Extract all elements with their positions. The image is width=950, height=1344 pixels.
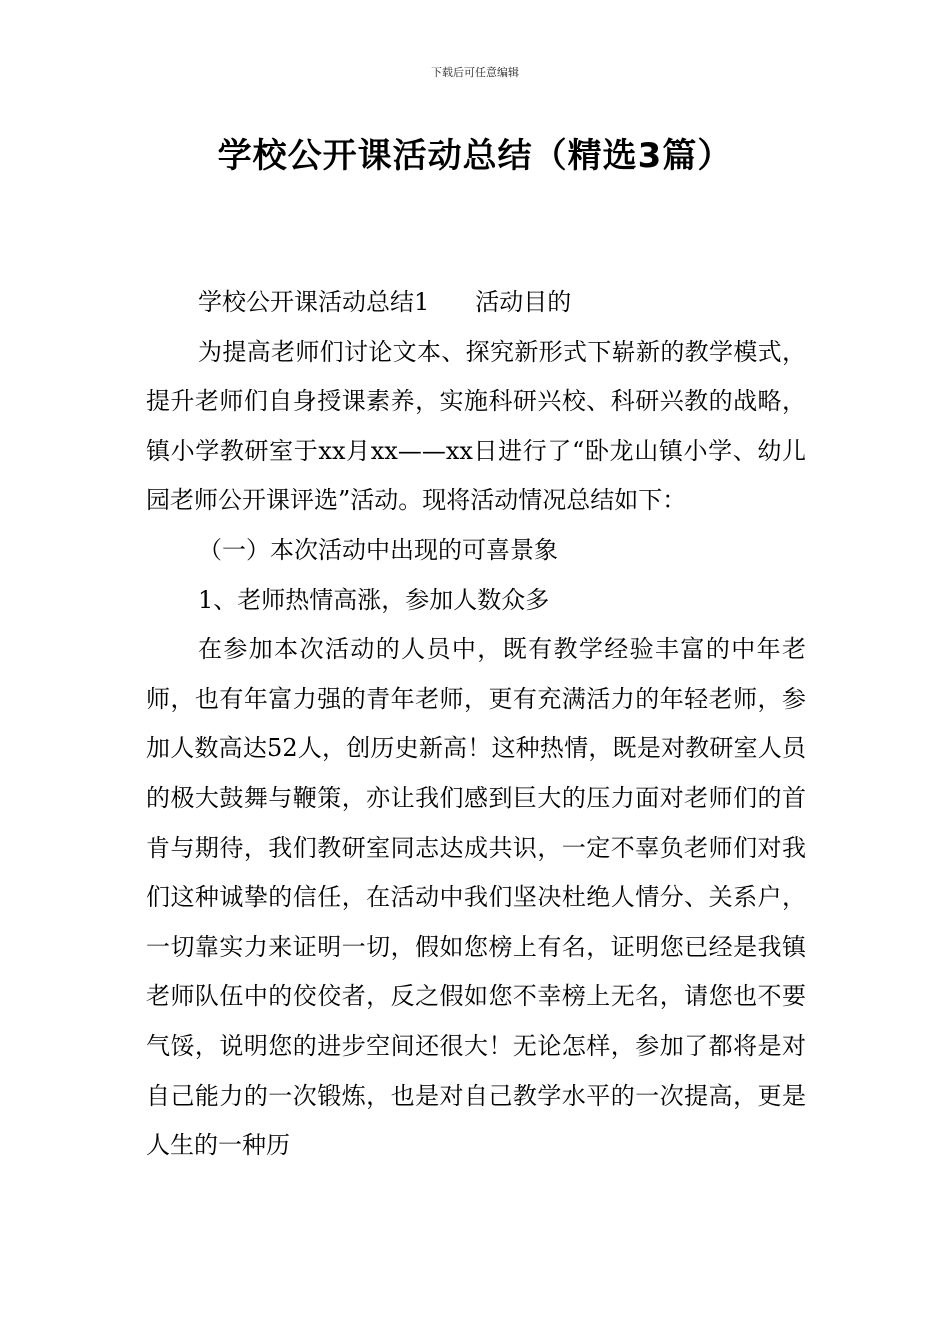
item-one-heading: 1、老师热情高涨，参加人数众多 <box>198 585 550 614</box>
paragraph-purpose: 为提高老师们讨论文本、探究新形式下崭新的教学模式，提升老师们自身授课素养，实施科研兴校、科研兴教的战略，镇小学教研室于xx月xx——xx日进行了“卧龙山镇小学、幼儿园老师公开课评选”活动。现将活动情况总结如下： <box>146 337 806 515</box>
section-heading-sub: 活动目的 <box>475 288 572 316</box>
header-note: 下载后可任意编辑 <box>431 66 519 79</box>
part-one-heading: （一）本次活动中出现的可喜景象 <box>198 535 558 564</box>
section-heading-label: 学校公开课活动总结1 <box>198 288 430 316</box>
section-heading <box>146 278 806 328</box>
document-title: 学校公开课活动总结（精选3篇） <box>217 136 733 176</box>
paragraph-item-one-body: 在参加本次活动的人员中，既有教学经验丰富的中年老师，也有年富力强的青年老师，更有充满活力的年轻老师，参加人数高达52人，创历史新高！这种热情，既是对教研室人员的极大鼓舞与鞭策，亦让我们感到巨大的压力面对老师们的首肯与期待，我们教研室同志达成共识，一定不辜负老师们对我们这种诚挚的信任，在活动中我们坚决杜绝人情分、关系户，一切靠实力来证明一切，假如您榜上有名，证明您已经是我镇老师队伍中的佼佼者，反之假如您不幸榜上无名，请您也不要气馁，说明您的进步空间还很大！无论怎样，参加了都将是对自己能力的一次锻炼，也是对自己教学水平的一次提高，更是人生的一种历 <box>146 635 806 1160</box>
document-body <box>146 278 806 1171</box>
